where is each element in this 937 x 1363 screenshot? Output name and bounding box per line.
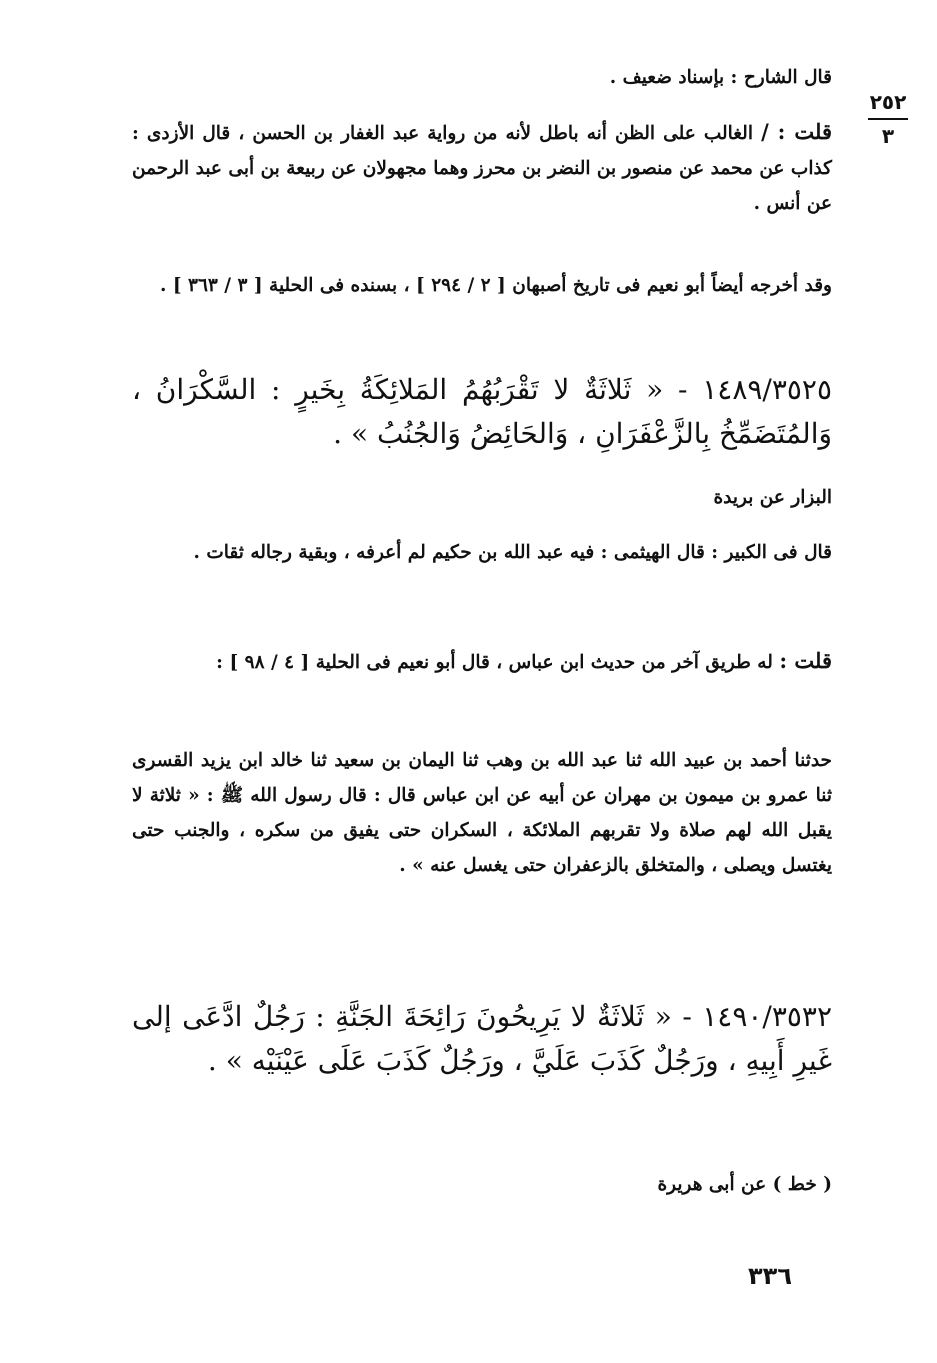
source-1: البزار عن بريدة bbox=[713, 487, 832, 508]
paragraph-5-lead: قلت : bbox=[779, 648, 832, 673]
paragraph-2-text: الغالب على الظن أنه باطل لأنه من رواية عبد الغفار بن الحسن ، قال الأزدى : كذاب عن محمد عن منصور بن النضر بن محرز وهما مجهولان عن ربيعة بن أبى عبد الرحمن عن أنس . bbox=[132, 123, 832, 214]
margin-note-bottom: ٣ bbox=[881, 124, 895, 148]
page-number: ٣٣٦ bbox=[748, 1262, 792, 1290]
paragraph-5 bbox=[132, 643, 832, 680]
margin-note-top: ٢٥٢ bbox=[869, 90, 907, 114]
paragraph-6: حدثنا أحمد بن عبيد الله ثنا عبد الله بن وهب ثنا اليمان بن سعيد ثنا خالد ابن يزيد القسرى ثنا عمرو بن ميمون بن مهران عن أبيه عن ابن عباس قال : قال رسول الله ﷺ : « ثلاثة لا يقبل الله لهم صلاة ولا تقربهم الملائكة ، السكران حتى يفيق من سكره ، والجنب حتى يغتسل ويصلى ، والمتخلق بالزعفران حتى يغسل عنه » . bbox=[132, 750, 832, 876]
paragraph-2 bbox=[132, 114, 832, 221]
hadith-1489: ١٤٨٩/٣٥٢٥ - « ثَلاثَةٌ لا تَقْرَبُهُمُ المَلائِكَةُ بِخَيرٍ : السَّكْرَانُ ، وَالمُتَضَمِّخُ بِالزَّعْفَرَانِ ، وَالحَائِضُ وَالجُنُبُ » . bbox=[132, 373, 832, 450]
hadith-1490: ١٤٩٠/٣٥٣٢ - « ثَلاثَةٌ لا يَرِيحُونَ رَائِحَةَ الجَنَّةِ : رَجُلٌ ادَّعَى إلى غَيرِ أَبِيهِ ، ورَجُلٌ كَذَبَ عَلَيَّ ، ورَجُلٌ كَذَبَ عَلَى عَيْنَيْه » . bbox=[132, 1000, 832, 1077]
paragraph-4: قال فى الكبير : قال الهيثمى : فيه عبد الله بن حكيم لم أعرفه ، وبقية رجاله ثقات . bbox=[193, 542, 832, 563]
margin-note-divider bbox=[868, 118, 908, 120]
margin-note bbox=[866, 92, 910, 146]
paragraph-3: وقد أخرجه أيضاً أبو نعيم فى تاريخ أصبهان [ ٢ / ٢٩٤ ] ، بسنده فى الحلية [ ٣ / ٣٦٣ ] . bbox=[159, 275, 832, 296]
paragraph-2-lead: قلت : / bbox=[761, 119, 832, 144]
paragraph-5-text: له طريق آخر من حديث ابن عباس ، قال أبو نعيم فى الحلية [ ٤ / ٩٨ ] : bbox=[216, 652, 773, 673]
paragraph-1: قال الشارح : بإسناد ضعيف . bbox=[609, 67, 832, 88]
source-2: ( خط ) عن أبى هريرة bbox=[657, 1174, 832, 1195]
